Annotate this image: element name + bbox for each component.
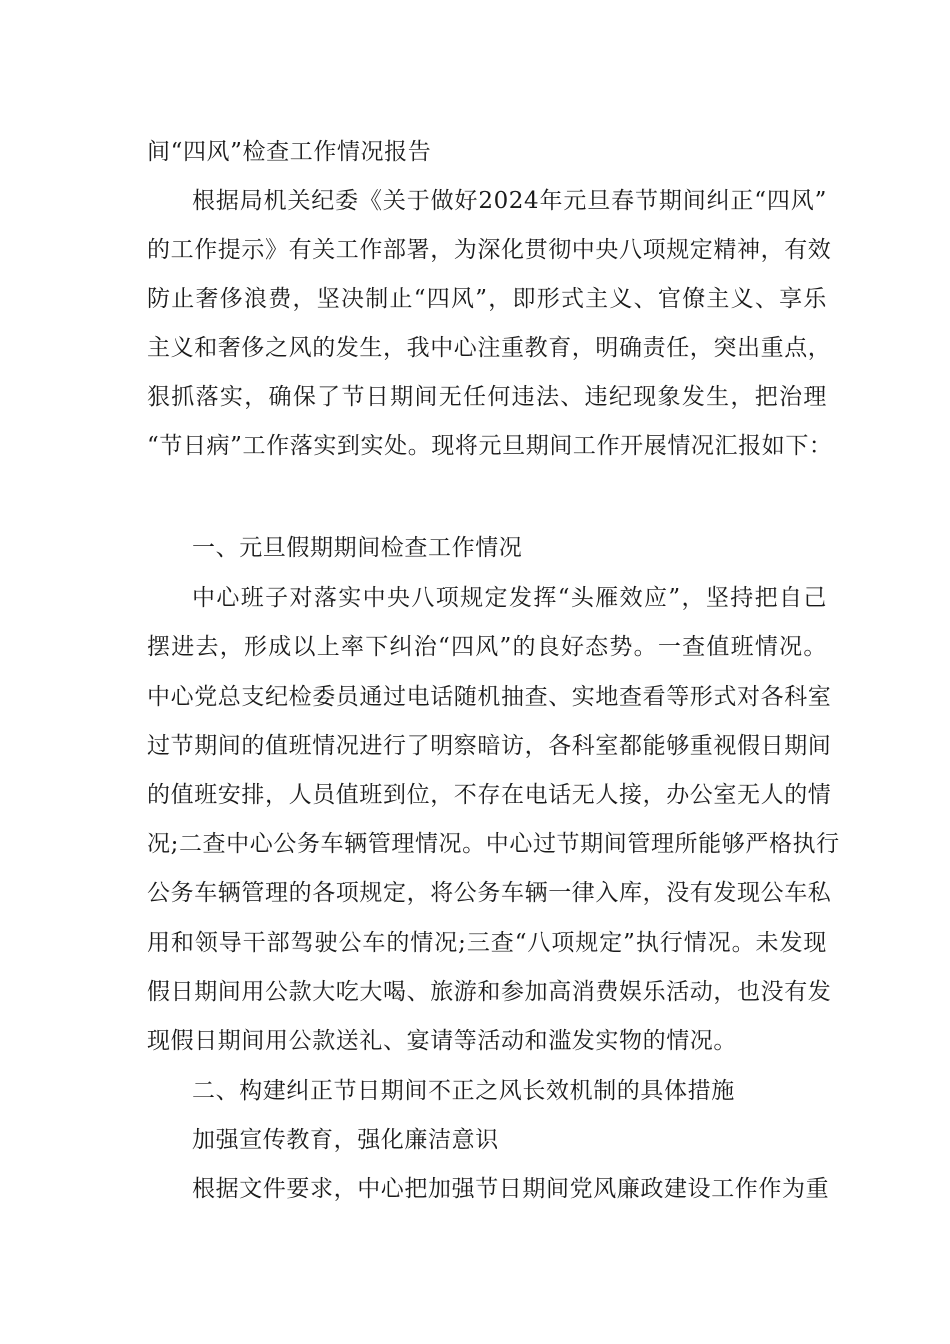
paragraph-line: 公务车辆管理的各项规定，将公务车辆一律入库，没有发现公车私 [147, 880, 832, 906]
subsection-heading: 加强宣传教育，强化廉洁意识 [192, 1127, 499, 1153]
paragraph-line: 摆进去，形成以上率下纠治“四风”的良好态势。一查值班情况。 [147, 634, 827, 660]
paragraph-line: 中心党总支纪检委员通过电话随机抽查、实地查看等形式对各科室 [147, 684, 832, 710]
title-line: 间“四风”检查工作情况报告 [147, 139, 432, 165]
paragraph-line: 用和领导干部驾驶公车的情况;三查“八项规定”执行情况。未发现 [147, 930, 827, 956]
paragraph-line: 的值班安排，人员值班到位，不存在电话无人接，办公室无人的情 [147, 782, 832, 808]
paragraph-line: 况;二查中心公务车辆管理情况。中心过节期间管理所能够严格执行 [147, 831, 840, 857]
paragraph-line: 狠抓落实，确保了节日期间无任何违法、违纪现象发生，把治理 [147, 384, 827, 410]
section-heading-2: 二、构建纠正节日期间不正之风长效机制的具体措施 [192, 1078, 735, 1104]
paragraph-line: 根据文件要求，中心把加强节日期间党风廉政建设工作作为重 [192, 1176, 830, 1202]
paragraph-line: 根据局机关纪委《关于做好2024年元旦春节期间纠正“四风” [192, 188, 827, 214]
paragraph-line: “节日病”工作落实到实处。现将元旦期间工作开展情况汇报如下： [147, 433, 833, 459]
paragraph-line: 主义和奢侈之风的发生，我中心注重教育，明确责任，突出重点， [147, 335, 832, 361]
paragraph-line: 中心班子对落实中央八项规定发挥“头雁效应”，坚持把自己 [192, 585, 827, 611]
paragraph-line: 防止奢侈浪费，坚决制止“四风”，即形式主义、官僚主义、享乐 [147, 286, 827, 312]
paragraph-line: 假日期间用公款大吃大喝、旅游和参加高消费娱乐活动，也没有发 [147, 979, 832, 1005]
section-heading-1: 一、元旦假期期间检查工作情况 [192, 535, 523, 561]
paragraph-line: 的工作提示》有关工作部署，为深化贯彻中央八项规定精神，有效 [147, 237, 832, 263]
paragraph-line: 过节期间的值班情况进行了明察暗访，各科室都能够重视假日期间 [147, 733, 832, 759]
paragraph-line: 现假日期间用公款送礼、宴请等活动和滥发实物的情况。 [147, 1028, 737, 1054]
